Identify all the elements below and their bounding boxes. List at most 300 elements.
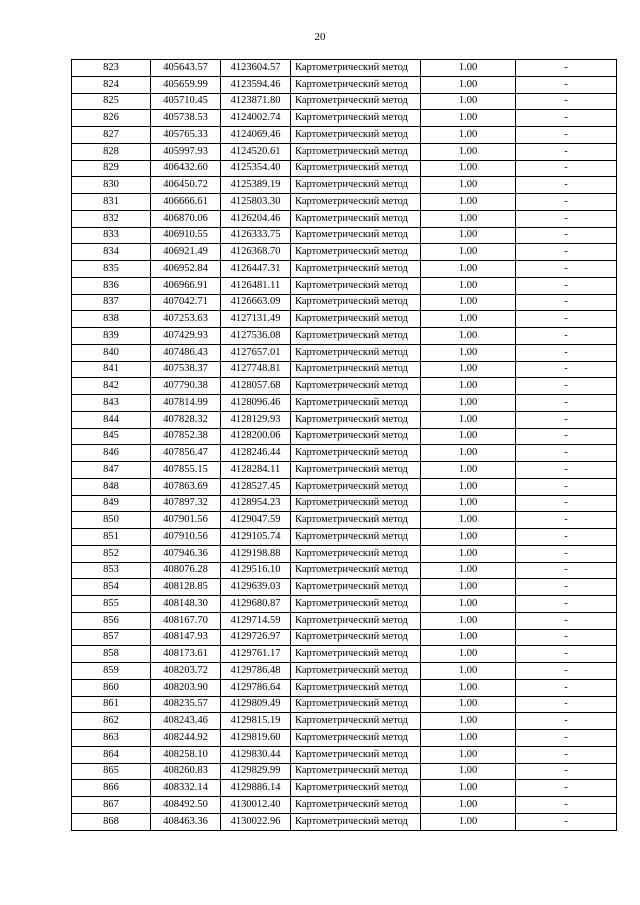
method-cell: Картометрический метод <box>291 93 421 110</box>
method-cell: Картометрический метод <box>291 462 421 479</box>
accuracy-cell: 1.00 <box>421 629 516 646</box>
method-cell: Картометрический метод <box>291 478 421 495</box>
accuracy-cell: 1.00 <box>421 462 516 479</box>
x-coordinate-cell: 408148.30 <box>151 596 221 613</box>
x-coordinate-cell: 407042.71 <box>151 294 221 311</box>
note-cell: - <box>516 612 617 629</box>
accuracy-cell: 1.00 <box>421 110 516 127</box>
x-coordinate-cell: 405738.53 <box>151 110 221 127</box>
method-cell: Картометрический метод <box>291 813 421 830</box>
table-row <box>72 529 617 546</box>
y-coordinate-cell: 4125803.30 <box>221 194 291 211</box>
accuracy-cell: 1.00 <box>421 76 516 93</box>
note-cell: - <box>516 797 617 814</box>
coordinates-table-body <box>72 60 617 831</box>
accuracy-cell: 1.00 <box>421 478 516 495</box>
y-coordinate-cell: 4129786.64 <box>221 679 291 696</box>
note-cell: - <box>516 813 617 830</box>
method-cell: Картометрический метод <box>291 294 421 311</box>
accuracy-cell: 1.00 <box>421 210 516 227</box>
table-row <box>72 227 617 244</box>
accuracy-cell: 1.00 <box>421 311 516 328</box>
point-number-cell: 853 <box>72 562 151 579</box>
note-cell: - <box>516 411 617 428</box>
table-row <box>72 127 617 144</box>
table-row <box>72 713 617 730</box>
table-row <box>72 378 617 395</box>
accuracy-cell: 1.00 <box>421 277 516 294</box>
point-number-cell: 866 <box>72 780 151 797</box>
note-cell: - <box>516 746 617 763</box>
point-number-cell: 847 <box>72 462 151 479</box>
method-cell: Картометрический метод <box>291 60 421 77</box>
point-number-cell: 833 <box>72 227 151 244</box>
note-cell: - <box>516 378 617 395</box>
accuracy-cell: 1.00 <box>421 428 516 445</box>
y-coordinate-cell: 4128096.46 <box>221 395 291 412</box>
point-number-cell: 825 <box>72 93 151 110</box>
y-coordinate-cell: 4124069.46 <box>221 127 291 144</box>
accuracy-cell: 1.00 <box>421 194 516 211</box>
x-coordinate-cell: 407429.93 <box>151 328 221 345</box>
point-number-cell: 844 <box>72 411 151 428</box>
x-coordinate-cell: 408244.92 <box>151 730 221 747</box>
y-coordinate-cell: 4125389.19 <box>221 177 291 194</box>
note-cell: - <box>516 344 617 361</box>
table-row <box>72 780 617 797</box>
y-coordinate-cell: 4129809.49 <box>221 696 291 713</box>
x-coordinate-cell: 407828.32 <box>151 411 221 428</box>
point-number-cell: 836 <box>72 277 151 294</box>
accuracy-cell: 1.00 <box>421 579 516 596</box>
y-coordinate-cell: 4127131.49 <box>221 311 291 328</box>
point-number-cell: 859 <box>72 663 151 680</box>
point-number-cell: 831 <box>72 194 151 211</box>
x-coordinate-cell: 407901.56 <box>151 512 221 529</box>
y-coordinate-cell: 4129198.88 <box>221 545 291 562</box>
x-coordinate-cell: 408492.50 <box>151 797 221 814</box>
point-number-cell: 832 <box>72 210 151 227</box>
accuracy-cell: 1.00 <box>421 294 516 311</box>
table-row <box>72 696 617 713</box>
table-row <box>72 143 617 160</box>
table-row <box>72 361 617 378</box>
y-coordinate-cell: 4129786.48 <box>221 663 291 680</box>
point-number-cell: 857 <box>72 629 151 646</box>
table-row <box>72 813 617 830</box>
method-cell: Картометрический метод <box>291 177 421 194</box>
method-cell: Картометрический метод <box>291 663 421 680</box>
x-coordinate-cell: 407790.38 <box>151 378 221 395</box>
accuracy-cell: 1.00 <box>421 663 516 680</box>
method-cell: Картометрический метод <box>291 596 421 613</box>
point-number-cell: 849 <box>72 495 151 512</box>
accuracy-cell: 1.00 <box>421 713 516 730</box>
table-row <box>72 512 617 529</box>
table-row <box>72 294 617 311</box>
point-number-cell: 854 <box>72 579 151 596</box>
note-cell: - <box>516 579 617 596</box>
point-number-cell: 828 <box>72 143 151 160</box>
point-number-cell: 840 <box>72 344 151 361</box>
x-coordinate-cell: 407852.38 <box>151 428 221 445</box>
x-coordinate-cell: 408258.10 <box>151 746 221 763</box>
point-number-cell: 865 <box>72 763 151 780</box>
point-number-cell: 863 <box>72 730 151 747</box>
table-row <box>72 646 617 663</box>
note-cell: - <box>516 177 617 194</box>
method-cell: Картометрический метод <box>291 495 421 512</box>
accuracy-cell: 1.00 <box>421 730 516 747</box>
x-coordinate-cell: 405643.57 <box>151 60 221 77</box>
point-number-cell: 835 <box>72 261 151 278</box>
accuracy-cell: 1.00 <box>421 227 516 244</box>
accuracy-cell: 1.00 <box>421 780 516 797</box>
table-row <box>72 210 617 227</box>
table-row <box>72 797 617 814</box>
method-cell: Картометрический метод <box>291 244 421 261</box>
point-number-cell: 855 <box>72 596 151 613</box>
table-row <box>72 328 617 345</box>
y-coordinate-cell: 4126481.11 <box>221 277 291 294</box>
point-number-cell: 838 <box>72 311 151 328</box>
note-cell: - <box>516 780 617 797</box>
accuracy-cell: 1.00 <box>421 60 516 77</box>
x-coordinate-cell: 406432.60 <box>151 160 221 177</box>
accuracy-cell: 1.00 <box>421 361 516 378</box>
y-coordinate-cell: 4129830.44 <box>221 746 291 763</box>
y-coordinate-cell: 4129105.74 <box>221 529 291 546</box>
note-cell: - <box>516 210 617 227</box>
x-coordinate-cell: 407253.63 <box>151 311 221 328</box>
note-cell: - <box>516 244 617 261</box>
x-coordinate-cell: 406450.72 <box>151 177 221 194</box>
x-coordinate-cell: 407855.15 <box>151 462 221 479</box>
table-row <box>72 76 617 93</box>
method-cell: Картометрический метод <box>291 746 421 763</box>
accuracy-cell: 1.00 <box>421 344 516 361</box>
point-number-cell: 860 <box>72 679 151 696</box>
accuracy-cell: 1.00 <box>421 261 516 278</box>
accuracy-cell: 1.00 <box>421 378 516 395</box>
note-cell: - <box>516 696 617 713</box>
note-cell: - <box>516 60 617 77</box>
table-row <box>72 445 617 462</box>
y-coordinate-cell: 4126368.70 <box>221 244 291 261</box>
y-coordinate-cell: 4129886.14 <box>221 780 291 797</box>
note-cell: - <box>516 143 617 160</box>
method-cell: Картометрический метод <box>291 679 421 696</box>
x-coordinate-cell: 408076.28 <box>151 562 221 579</box>
y-coordinate-cell: 4128527.45 <box>221 478 291 495</box>
y-coordinate-cell: 4128057.68 <box>221 378 291 395</box>
table-row <box>72 277 617 294</box>
accuracy-cell: 1.00 <box>421 529 516 546</box>
x-coordinate-cell: 408167.70 <box>151 612 221 629</box>
table-row <box>72 93 617 110</box>
point-number-cell: 868 <box>72 813 151 830</box>
table-row <box>72 60 617 77</box>
note-cell: - <box>516 227 617 244</box>
note-cell: - <box>516 93 617 110</box>
x-coordinate-cell: 407910.56 <box>151 529 221 546</box>
y-coordinate-cell: 4126333.75 <box>221 227 291 244</box>
table-row <box>72 411 617 428</box>
accuracy-cell: 1.00 <box>421 746 516 763</box>
x-coordinate-cell: 408260.83 <box>151 763 221 780</box>
table-row <box>72 629 617 646</box>
y-coordinate-cell: 4126204.46 <box>221 210 291 227</box>
point-number-cell: 852 <box>72 545 151 562</box>
y-coordinate-cell: 4128129.93 <box>221 411 291 428</box>
x-coordinate-cell: 408147.93 <box>151 629 221 646</box>
table-row <box>72 730 617 747</box>
point-number-cell: 864 <box>72 746 151 763</box>
point-number-cell: 824 <box>72 76 151 93</box>
method-cell: Картометрический метод <box>291 629 421 646</box>
y-coordinate-cell: 4126447.31 <box>221 261 291 278</box>
note-cell: - <box>516 478 617 495</box>
x-coordinate-cell: 407538.37 <box>151 361 221 378</box>
table-row <box>72 562 617 579</box>
point-number-cell: 858 <box>72 646 151 663</box>
accuracy-cell: 1.00 <box>421 797 516 814</box>
table-row <box>72 261 617 278</box>
x-coordinate-cell: 408203.72 <box>151 663 221 680</box>
method-cell: Картометрический метод <box>291 311 421 328</box>
method-cell: Картометрический метод <box>291 730 421 747</box>
note-cell: - <box>516 730 617 747</box>
accuracy-cell: 1.00 <box>421 127 516 144</box>
accuracy-cell: 1.00 <box>421 545 516 562</box>
x-coordinate-cell: 405997.93 <box>151 143 221 160</box>
table-row <box>72 679 617 696</box>
method-cell: Картометрический метод <box>291 110 421 127</box>
method-cell: Картометрический метод <box>291 194 421 211</box>
method-cell: Картометрический метод <box>291 562 421 579</box>
x-coordinate-cell: 408463.36 <box>151 813 221 830</box>
point-number-cell: 839 <box>72 328 151 345</box>
x-coordinate-cell: 406952.84 <box>151 261 221 278</box>
y-coordinate-cell: 4129761.17 <box>221 646 291 663</box>
accuracy-cell: 1.00 <box>421 763 516 780</box>
point-number-cell: 848 <box>72 478 151 495</box>
method-cell: Картометрический метод <box>291 328 421 345</box>
method-cell: Картометрический метод <box>291 344 421 361</box>
note-cell: - <box>516 76 617 93</box>
x-coordinate-cell: 406910.55 <box>151 227 221 244</box>
accuracy-cell: 1.00 <box>421 244 516 261</box>
accuracy-cell: 1.00 <box>421 177 516 194</box>
point-number-cell: 834 <box>72 244 151 261</box>
table-row <box>72 763 617 780</box>
y-coordinate-cell: 4127748.81 <box>221 361 291 378</box>
y-coordinate-cell: 4130022.96 <box>221 813 291 830</box>
table-row <box>72 428 617 445</box>
table-row <box>72 194 617 211</box>
method-cell: Картометрический метод <box>291 160 421 177</box>
accuracy-cell: 1.00 <box>421 445 516 462</box>
table-row <box>72 495 617 512</box>
accuracy-cell: 1.00 <box>421 813 516 830</box>
y-coordinate-cell: 4129726.97 <box>221 629 291 646</box>
accuracy-cell: 1.00 <box>421 143 516 160</box>
table-row <box>72 395 617 412</box>
method-cell: Картометрический метод <box>291 127 421 144</box>
y-coordinate-cell: 4124002.74 <box>221 110 291 127</box>
x-coordinate-cell: 407946.36 <box>151 545 221 562</box>
table-row <box>72 545 617 562</box>
accuracy-cell: 1.00 <box>421 93 516 110</box>
note-cell: - <box>516 679 617 696</box>
method-cell: Картометрический метод <box>291 411 421 428</box>
point-number-cell: 851 <box>72 529 151 546</box>
method-cell: Картометрический метод <box>291 395 421 412</box>
y-coordinate-cell: 4129714.59 <box>221 612 291 629</box>
table-row <box>72 344 617 361</box>
y-coordinate-cell: 4123594.46 <box>221 76 291 93</box>
point-number-cell: 856 <box>72 612 151 629</box>
method-cell: Картометрический метод <box>291 227 421 244</box>
y-coordinate-cell: 4123871.80 <box>221 93 291 110</box>
method-cell: Картометрический метод <box>291 797 421 814</box>
note-cell: - <box>516 160 617 177</box>
accuracy-cell: 1.00 <box>421 696 516 713</box>
y-coordinate-cell: 4128246.44 <box>221 445 291 462</box>
table-row <box>72 596 617 613</box>
x-coordinate-cell: 408128.85 <box>151 579 221 596</box>
note-cell: - <box>516 328 617 345</box>
note-cell: - <box>516 311 617 328</box>
point-number-cell: 823 <box>72 60 151 77</box>
y-coordinate-cell: 4129680.87 <box>221 596 291 613</box>
method-cell: Картометрический метод <box>291 612 421 629</box>
table-row <box>72 478 617 495</box>
x-coordinate-cell: 407856.47 <box>151 445 221 462</box>
method-cell: Картометрический метод <box>291 529 421 546</box>
x-coordinate-cell: 408332.14 <box>151 780 221 797</box>
x-coordinate-cell: 405765.33 <box>151 127 221 144</box>
accuracy-cell: 1.00 <box>421 395 516 412</box>
page-number: 20 <box>314 31 326 43</box>
method-cell: Картометрический метод <box>291 579 421 596</box>
table-row <box>72 160 617 177</box>
note-cell: - <box>516 629 617 646</box>
y-coordinate-cell: 4128284.11 <box>221 462 291 479</box>
x-coordinate-cell: 406870.06 <box>151 210 221 227</box>
note-cell: - <box>516 445 617 462</box>
point-number-cell: 826 <box>72 110 151 127</box>
note-cell: - <box>516 294 617 311</box>
y-coordinate-cell: 4127536.08 <box>221 328 291 345</box>
point-number-cell: 850 <box>72 512 151 529</box>
table-row <box>72 663 617 680</box>
x-coordinate-cell: 406666.61 <box>151 194 221 211</box>
method-cell: Картометрический метод <box>291 210 421 227</box>
y-coordinate-cell: 4123604.57 <box>221 60 291 77</box>
note-cell: - <box>516 361 617 378</box>
method-cell: Картометрический метод <box>291 361 421 378</box>
point-number-cell: 837 <box>72 294 151 311</box>
x-coordinate-cell: 406966.91 <box>151 277 221 294</box>
point-number-cell: 867 <box>72 797 151 814</box>
y-coordinate-cell: 4129047.59 <box>221 512 291 529</box>
point-number-cell: 861 <box>72 696 151 713</box>
method-cell: Картометрический метод <box>291 445 421 462</box>
note-cell: - <box>516 127 617 144</box>
table-row <box>72 244 617 261</box>
method-cell: Картометрический метод <box>291 512 421 529</box>
x-coordinate-cell: 407897.32 <box>151 495 221 512</box>
note-cell: - <box>516 562 617 579</box>
note-cell: - <box>516 512 617 529</box>
x-coordinate-cell: 407814.99 <box>151 395 221 412</box>
x-coordinate-cell: 406921.49 <box>151 244 221 261</box>
point-number-cell: 829 <box>72 160 151 177</box>
accuracy-cell: 1.00 <box>421 612 516 629</box>
x-coordinate-cell: 408203.90 <box>151 679 221 696</box>
x-coordinate-cell: 408235.57 <box>151 696 221 713</box>
method-cell: Картометрический метод <box>291 763 421 780</box>
y-coordinate-cell: 4124520.61 <box>221 143 291 160</box>
method-cell: Картометрический метод <box>291 646 421 663</box>
method-cell: Картометрический метод <box>291 143 421 160</box>
accuracy-cell: 1.00 <box>421 679 516 696</box>
table-row <box>72 311 617 328</box>
method-cell: Картометрический метод <box>291 428 421 445</box>
x-coordinate-cell: 405659.99 <box>151 76 221 93</box>
x-coordinate-cell: 408243.46 <box>151 713 221 730</box>
y-coordinate-cell: 4129815.19 <box>221 713 291 730</box>
note-cell: - <box>516 713 617 730</box>
x-coordinate-cell: 408173.61 <box>151 646 221 663</box>
accuracy-cell: 1.00 <box>421 596 516 613</box>
method-cell: Картометрический метод <box>291 76 421 93</box>
x-coordinate-cell: 405710.45 <box>151 93 221 110</box>
table-row <box>72 612 617 629</box>
accuracy-cell: 1.00 <box>421 495 516 512</box>
accuracy-cell: 1.00 <box>421 328 516 345</box>
point-number-cell: 827 <box>72 127 151 144</box>
note-cell: - <box>516 462 617 479</box>
point-number-cell: 845 <box>72 428 151 445</box>
method-cell: Картометрический метод <box>291 277 421 294</box>
y-coordinate-cell: 4129819.60 <box>221 730 291 747</box>
table-row <box>72 110 617 127</box>
point-number-cell: 846 <box>72 445 151 462</box>
note-cell: - <box>516 596 617 613</box>
point-number-cell: 830 <box>72 177 151 194</box>
x-coordinate-cell: 407863.69 <box>151 478 221 495</box>
point-number-cell: 862 <box>72 713 151 730</box>
note-cell: - <box>516 428 617 445</box>
method-cell: Картометрический метод <box>291 261 421 278</box>
y-coordinate-cell: 4128954.23 <box>221 495 291 512</box>
point-number-cell: 843 <box>72 395 151 412</box>
note-cell: - <box>516 763 617 780</box>
y-coordinate-cell: 4127657.01 <box>221 344 291 361</box>
note-cell: - <box>516 395 617 412</box>
note-cell: - <box>516 194 617 211</box>
coordinates-table <box>71 59 617 831</box>
y-coordinate-cell: 4129829.99 <box>221 763 291 780</box>
method-cell: Картометрический метод <box>291 696 421 713</box>
table-row <box>72 579 617 596</box>
accuracy-cell: 1.00 <box>421 411 516 428</box>
method-cell: Картометрический метод <box>291 545 421 562</box>
y-coordinate-cell: 4128200.06 <box>221 428 291 445</box>
note-cell: - <box>516 663 617 680</box>
